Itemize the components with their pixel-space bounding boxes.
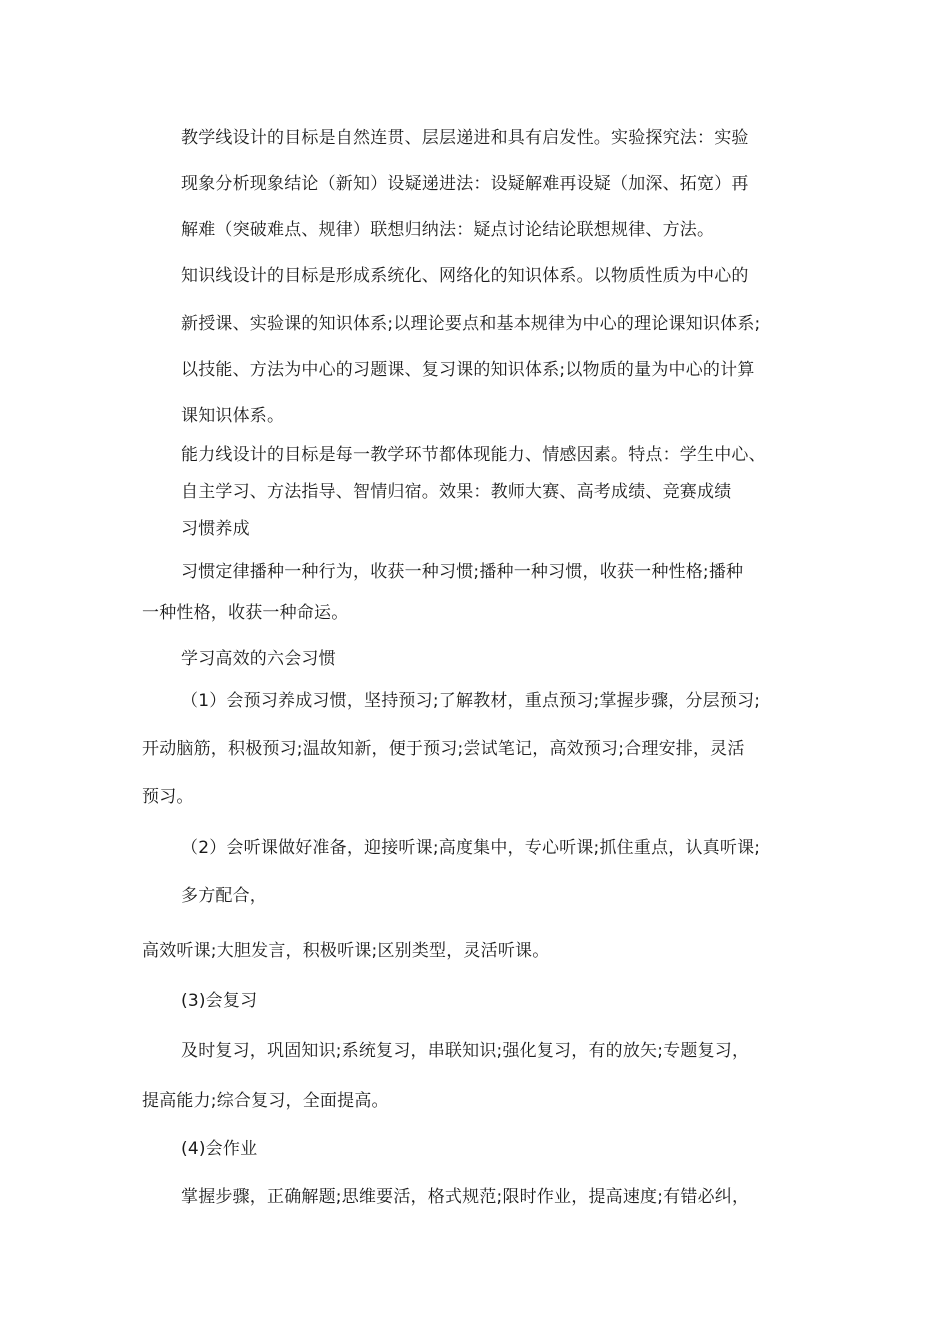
paragraph-line: 习惯定律播种一种行为，收获一种习惯;播种一种习惯，收获一种性格;播种 [181,562,744,582]
paragraph-line: 教学线设计的目标是自然连贯、层层递进和具有启发性。实验探究法：实验 [181,128,749,148]
paragraph-line: 现象分析现象结论（新知）设疑递进法：设疑解难再设疑（加深、拓宽）再 [181,174,749,194]
section-heading: 习惯养成 [181,519,250,539]
paragraph-line: 课知识体系。 [181,406,285,426]
list-item: （2）会听课做好准备，迎接听课;高度集中，专心听课;抓住重点，认真听课; [181,838,761,858]
section-heading: 学习高效的六会习惯 [181,649,336,669]
paragraph-line: 能力线设计的目标是每一教学环节都体现能力、情感因素。特点：学生中心、 [181,445,766,465]
paragraph-line: 及时复习，巩固知识;系统复习，串联知识;强化复习，有的放矢;专题复习， [181,1041,750,1061]
paragraph-line: 开动脑筋，积极预习;温故知新，便于预习;尝试笔记，高效预习;合理安排，灵活 [142,739,745,759]
paragraph-line: 以技能、方法为中心的习题课、复习课的知识体系;以物质的量为中心的计算 [181,360,755,380]
paragraph-line: 自主学习、方法指导、智情归宿。效果：教师大赛、高考成绩、竞赛成绩 [181,482,732,502]
paragraph-line: 新授课、实验课的知识体系;以理论要点和基本规律为中心的理论课知识体系; [181,314,761,334]
paragraph-line: 预习。 [142,787,194,807]
section-heading: (4)会作业 [181,1139,258,1159]
paragraph-line: 知识线设计的目标是形成系统化、网络化的知识体系。以物质性质为中心的 [181,266,749,286]
paragraph-line: 解难（突破难点、规律）联想归纳法：疑点讨论结论联想规律、方法。 [181,220,715,240]
paragraph-line: 一种性格，收获一种命运。 [142,603,349,623]
paragraph-line: 掌握步骤，正确解题;思维要活，格式规范;限时作业，提高速度;有错必纠， [181,1187,750,1207]
paragraph-line: 高效听课;大胆发言，积极听课;区别类型，灵活听课。 [142,941,550,961]
paragraph-line: 提高能力;综合复习，全面提高。 [142,1091,389,1111]
list-item: （1）会预习养成习惯，坚持预习;了解教材，重点预习;掌握步骤，分层预习; [181,691,761,711]
section-heading: (3)会复习 [181,991,258,1011]
paragraph-line: 多方配合， [181,886,267,906]
